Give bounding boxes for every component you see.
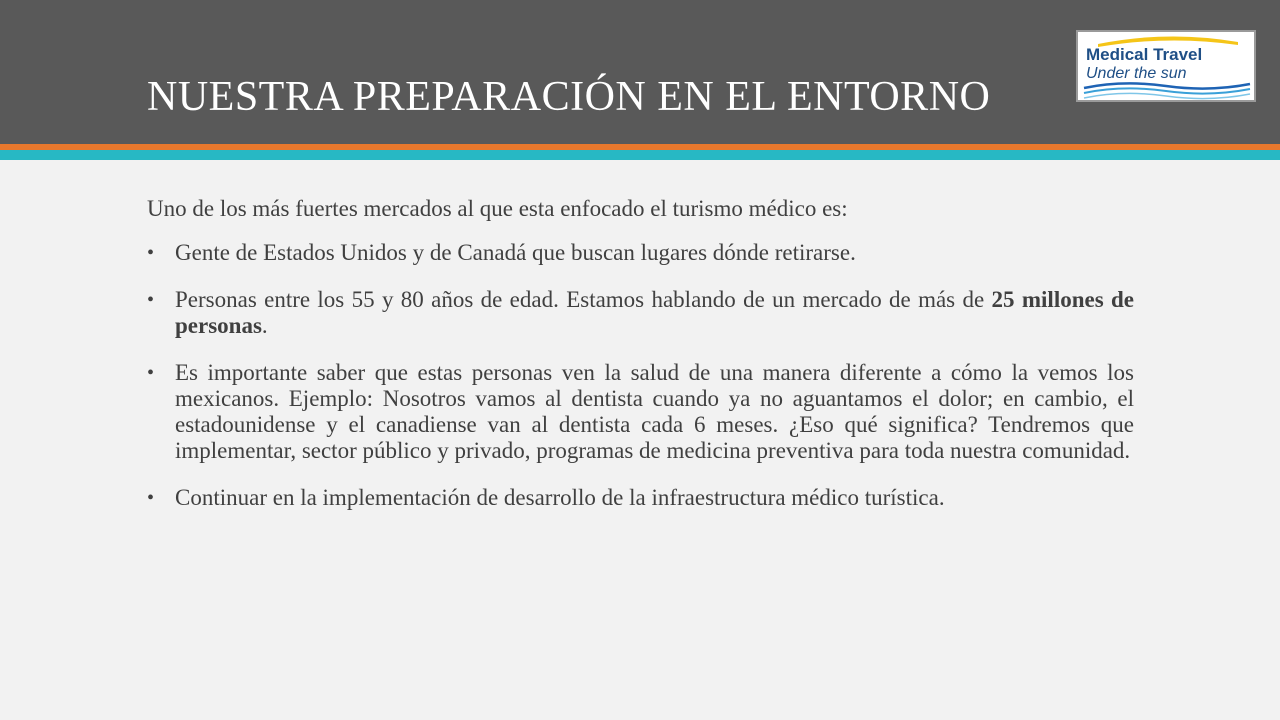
bullet-dot-icon: • xyxy=(147,487,155,509)
logo-line-1: Medical Travel xyxy=(1086,45,1203,64)
logo-line-2: Under the sun xyxy=(1086,65,1187,82)
bullet-item xyxy=(147,485,1134,511)
bullet-text: Gente de Estados Unidos y de Canadá que buscan lugares dónde retirarse. xyxy=(175,240,856,265)
bullet-dot-icon: • xyxy=(147,242,155,264)
bullet-item xyxy=(147,240,1134,266)
intro-text: Uno de los más fuertes mercados al que esta enfocado el turismo médico es: xyxy=(147,196,848,221)
bullet-dot-icon: • xyxy=(147,362,155,384)
slide-body xyxy=(147,196,1134,532)
bullet-text-end: . xyxy=(261,313,268,338)
bullet-list xyxy=(147,240,1134,511)
bullet-text: Es importante saber que estas personas ven la salud de una manera diferente a cómo la vemos los mexicanos. Ejemplo: Nosotros vamos al dentista cuando ya no aguantamos el dolor; en cambio, el estadounidense y el canadiense van al dentista cada 6 meses. ¿Eso qué significa? Tendremos que implementar, sector público y privado, programas de medicina preventiva para toda nuestra comunidad. xyxy=(175,360,1134,463)
bullet-bold-text: 25 millones de personas xyxy=(175,287,1134,338)
bullet-dot-icon: • xyxy=(147,289,155,311)
title-bar xyxy=(0,0,1280,144)
bullet-item xyxy=(147,287,1134,339)
bullet-text: Continuar en la implementación de desarrollo de la infraestructura médico turística. xyxy=(175,485,945,510)
bullet-item xyxy=(147,360,1134,464)
medical-travel-logo xyxy=(1076,30,1256,102)
bullet-text: Personas entre los 55 y 80 años de edad. Estamos hablando de un mercado de más de xyxy=(175,287,992,312)
teal-accent-stripe xyxy=(0,150,1280,160)
slide-title: NUESTRA PREPARACIÓN EN EL ENTORNO xyxy=(147,74,991,120)
